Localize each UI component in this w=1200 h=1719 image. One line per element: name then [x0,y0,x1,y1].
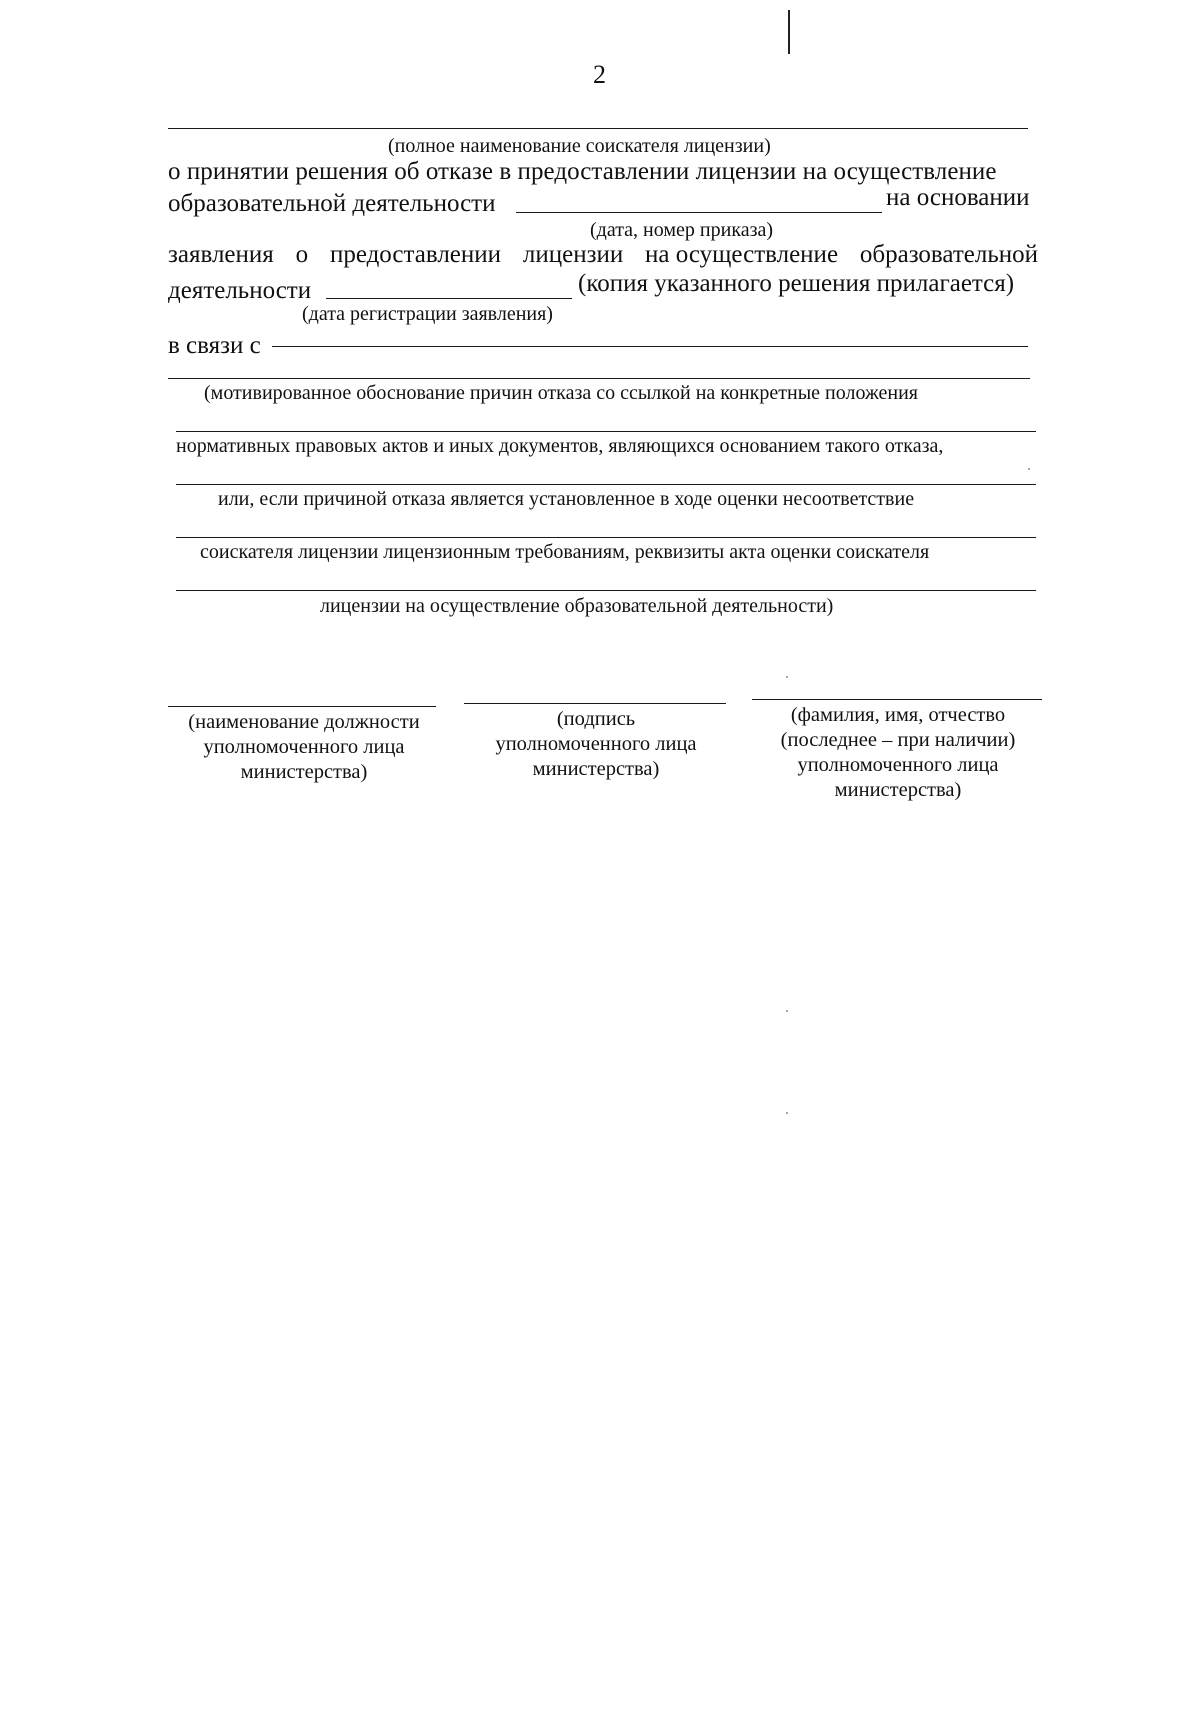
reason-caption-3: или, если причиной отказа является установленное в ходе оценки несоответствие [218,488,915,510]
decision-text-line-5-start: в связи с [168,332,261,359]
sign-caption-line: уполномоченного лица [495,733,697,755]
position-caption-line: министерства) [240,761,368,783]
scan-speck [786,676,788,678]
name-caption-line: (последнее – при наличии) [780,729,1016,751]
reason-line-0 [272,346,1028,347]
decision-text-line-1: о принятии решения об отказе в предоставлении лицензии на осуществление [168,158,997,185]
reason-line-2 [176,431,1036,432]
decision-text-line-2-start: образовательной деятельности [168,190,496,217]
applicant-name-caption: (полное наименование соискателя лицензии) [388,135,771,157]
reason-caption-1: (мотивированное обоснование причин отказа со ссылкой на конкретные положения [204,382,918,404]
position-caption-line: (наименование должности [188,711,420,733]
reason-caption-2: нормативных правовых актов и иных документов, являющихся основанием такого отказа, [176,435,944,457]
line-3-word: заявления [168,241,274,268]
position-signature-line [168,706,436,707]
name-caption-line: (фамилия, имя, отчество [790,704,1006,726]
registration-date-caption: (дата регистрации заявления) [302,303,553,325]
decision-text-line-3 [168,240,1038,270]
decision-text-line-2-end: на основании [886,184,1030,211]
order-date-number-caption: (дата, номер приказа) [590,219,774,241]
position-caption [166,710,442,785]
line-3-word: на осуществление [645,241,839,268]
decision-text-line-4-start: деятельности [168,277,312,304]
sign-caption [462,707,730,782]
reason-line-5 [176,590,1036,591]
name-caption-line: министерства) [834,779,962,801]
name-caption [756,703,1040,803]
position-caption-line: уполномоченного лица [203,736,405,758]
name-signature-line [752,699,1042,700]
name-caption-line: уполномоченного лица [797,754,999,776]
scan-speck [1028,468,1030,470]
reason-line-4 [176,537,1036,538]
order-date-number-line [516,212,882,213]
line-3-word: предоставлении [329,241,502,268]
decision-text-line-4-end: (копия указанного решения прилагается) [578,270,1015,297]
sign-signature-line [464,703,726,704]
scan-speck [786,1112,788,1114]
page-number: 2 [593,60,606,89]
line-3-word: о [295,241,309,268]
reason-line-1 [168,378,1030,379]
scan-speck [786,1010,788,1012]
sign-caption-line: министерства) [532,758,660,780]
reason-line-3 [176,484,1036,485]
scan-mark [788,10,790,54]
line-3-word: лицензии [522,241,624,268]
reason-caption-5: лицензии на осуществление образовательной деятельности) [320,595,834,617]
registration-date-line [326,298,572,299]
line-3-word: образовательной [859,241,1038,268]
applicant-name-line [168,128,1028,129]
sign-caption-line: (подпись [556,708,636,730]
reason-caption-4: соискателя лицензии лицензионным требованиям, реквизиты акта оценки соискателя [200,541,930,563]
